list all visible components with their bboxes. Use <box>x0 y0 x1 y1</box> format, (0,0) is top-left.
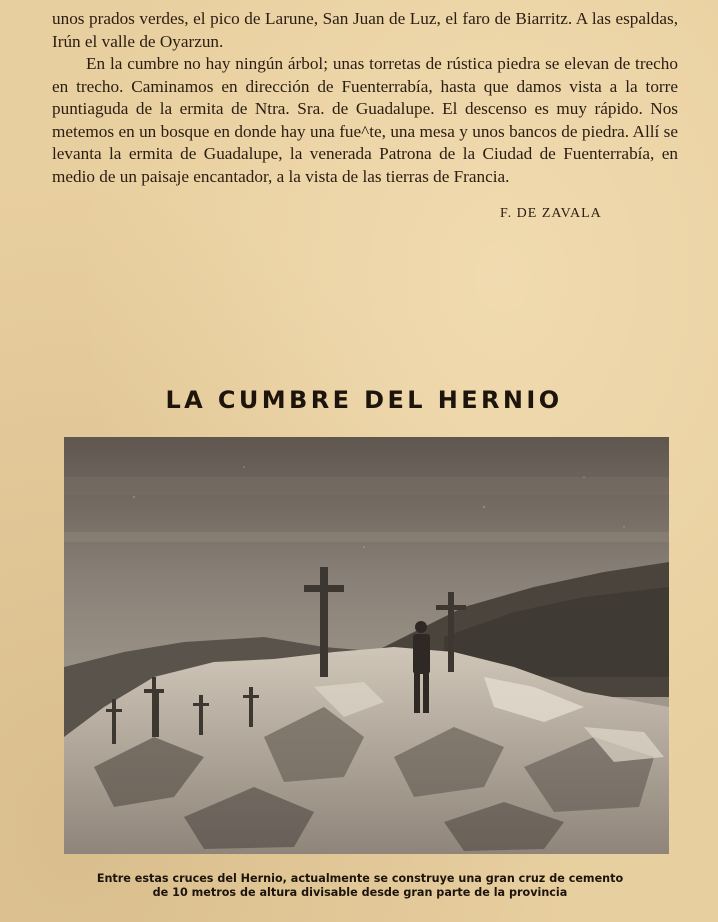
article-paragraph-2: En la cumbre no hay ningún árbol; unas torretas de rústica piedra se elevan de trecho en trecho. Caminamos en dirección de Fuenterrabía, hasta que damos vista a la torre puntiaguda de la ermita de Ntra. Sra. de Guadalupe. El descenso es muy rápido. Nos metemos en un bosque en donde hay una fue^te, una mesa y unos bancos de piedra. Allí se levanta la ermita de Guadalupe, la venerada Patrona de la Ciudad de Fuenterrabía, en medio de un paisaje encantador, a la vista de las tierras de Francia. <box>52 54 678 186</box>
photo-caption-line-1: Entre estas cruces del Hernio, actualmente se construye una gran cruz de cemento <box>96 872 624 885</box>
section-title: LA CUMBRE DEL HERNIO <box>165 386 563 414</box>
article-paragraph-1: unos prados verdes, el pico de Larune, San Juan de Luz, el faro de Biarritz. A las espaldas, Irún el valle de Oyarzun. <box>52 9 678 51</box>
photo-caption <box>40 872 680 900</box>
mountain-summit-photo <box>64 437 669 854</box>
photo-caption-line-2: de 10 metros de altura divisable desde gran parte de la provincia <box>152 886 568 899</box>
article-body <box>52 8 678 188</box>
author-signature: F. DE ZAVALA <box>500 206 602 221</box>
